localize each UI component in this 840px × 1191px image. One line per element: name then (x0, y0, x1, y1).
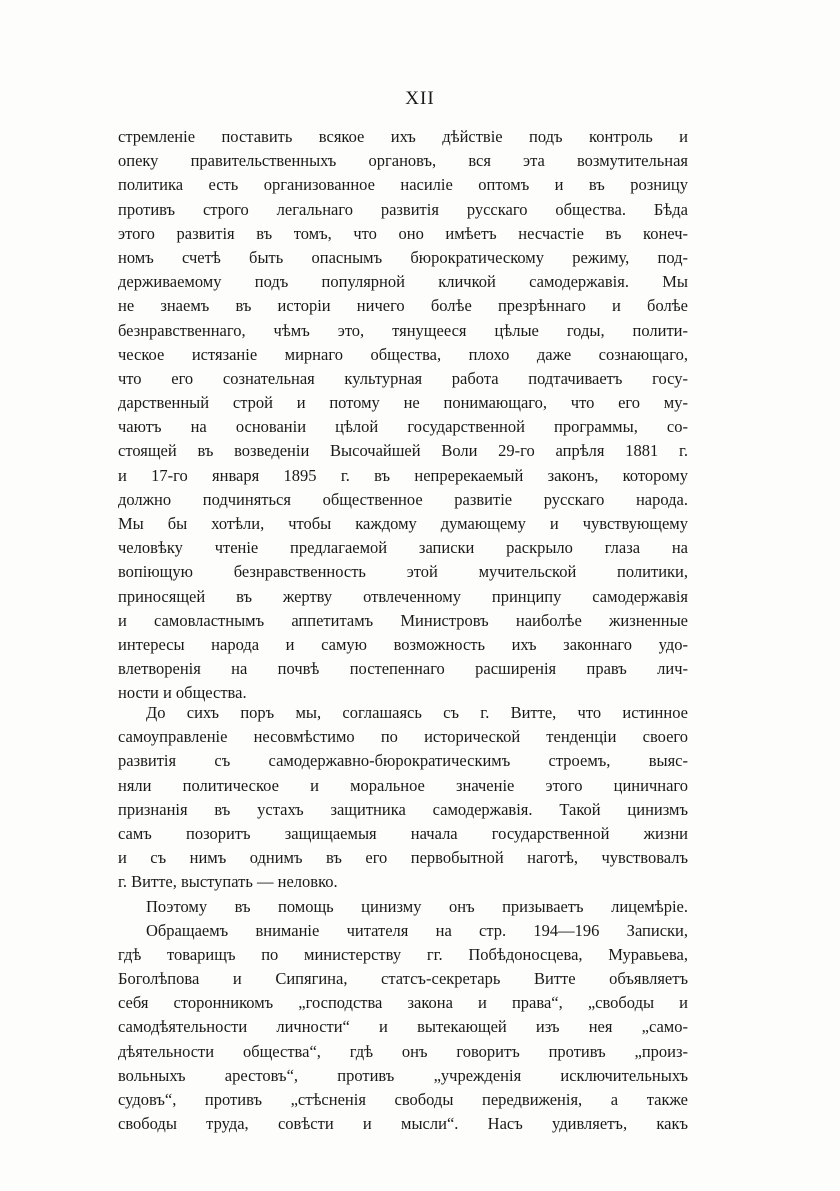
paragraph-1 (118, 125, 688, 706)
text-line: Боголѣпова и Сипягина, статсъ-секретарь Витте объявляетъ (118, 969, 688, 989)
text-line: г. Витте, выступать — неловко. (118, 872, 338, 892)
text-line: опеку правительственныхъ органовъ, вся эта возмутительная (118, 151, 688, 171)
text-line: и 17-го января 1895 г. въ непререкаемый законъ, которому (118, 465, 688, 485)
text-line: не знаемъ въ исторіи ничего болѣе презрѣннаго и болѣе (118, 296, 688, 316)
text-line: ности и общества. (118, 683, 247, 703)
text-line: стоящей въ возведеніи Высочайшей Воли 29-го апрѣля 1881 г. (118, 441, 688, 461)
text-line: свободы труда, совѣсти и мысли“. Насъ удивляетъ, какъ (118, 1114, 688, 1134)
text-line: должно подчиняться общественное развитіе русскаго народа. (118, 489, 688, 509)
text-line: интересы народа и самую возможность ихъ законнаго удо- (118, 634, 688, 654)
text-line: вопіющую безнравственность этой мучительской политики, (118, 562, 688, 582)
text-line: признанія въ устахъ защитника самодержавія. Такой цинизмъ (118, 799, 688, 819)
text-line: стремленіе поставить всякое ихъ дѣйствіе подъ контроль и (118, 127, 688, 146)
text-line: что его сознательная культурная работа подтачиваетъ госу- (118, 368, 688, 388)
text-line: Мы бы хотѣли, чтобы каждому думающему и чувствующему (118, 514, 688, 533)
text-line: вольныхъ арестовъ“, противъ „учрежденія исключительныхъ (118, 1065, 688, 1085)
page-number: XII (405, 88, 435, 109)
text-line: и съ нимъ однимъ въ его первобытной наготѣ, чувствовалъ (118, 848, 688, 868)
text-line: самодѣятельности личности“ и вытекающей изъ нея „само- (118, 1017, 688, 1037)
text-line: противъ строго легальнаго развитія русскаго общества. Бѣда (118, 199, 688, 219)
text-line: судовъ“, противъ „стѣсненія свободы передвиженія, а также (118, 1090, 688, 1109)
text-line: и самовластнымъ аппетитамъ Министровъ наиболѣе жизненные (118, 610, 688, 630)
text-line: влетворенія на почвѣ постепеннаго расширенія правъ лич- (118, 659, 688, 679)
paragraph-2 (118, 701, 688, 1136)
text-line: До сихъ поръ мы, соглашаясь съ г. Витте, что истинное (146, 703, 688, 722)
text-line: политика есть организованное насиліе оптомъ и въ розницу (118, 175, 688, 195)
text-line: этого развитія въ томъ, что оно имѣетъ несчастіе въ конеч- (118, 223, 688, 243)
text-line: себя сторонникомъ „господства закона и права“, „свободы и (118, 993, 688, 1013)
text-line: держиваемому подъ популярной кличкой самодержавія. Мы (118, 272, 688, 292)
text-line: развитія съ самодержавно-бюрократическимъ строемъ, выяс- (118, 751, 688, 771)
text-line: приносящей въ жертву отвлеченному принципу самодержавія (118, 586, 688, 606)
text-line: самоуправленіе несовмѣстимо по исторической тенденціи своего (118, 727, 688, 747)
text-line: ческое истязаніе мирнаго общества, плохо даже сознающаго, (118, 344, 688, 364)
text-line: дѣятельности общества“, гдѣ онъ говоритъ противъ „произ- (118, 1041, 688, 1061)
text-line: номъ счетѣ быть опаснымъ бюрократическому режиму, под- (118, 247, 688, 267)
text-line: гдѣ товарищъ по министерству гг. Побѣдоносцева, Муравьева, (118, 944, 688, 964)
text-line: чаютъ на основаніи цѣлой государственной программы, со- (118, 417, 688, 437)
text-line: человѣку чтеніе предлагаемой записки раскрыло глаза на (118, 538, 688, 558)
text-line: дарственный строй и потому не понимающаго, что его му- (118, 393, 688, 413)
text-line: самъ позоритъ защищаемыя начала государственной жизни (118, 823, 688, 843)
text-line: безнравственнаго, чѣмъ это, тянущееся цѣлые годы, полити- (118, 320, 688, 340)
text-line: няли политическое и моральное значеніе этого циничнаго (118, 775, 688, 795)
text-line: Поэтому въ помощь цинизму онъ призываетъ лицемѣріе. (146, 896, 688, 916)
text-line: Обращаемъ вниманіе читателя на стр. 194—196 Записки, (146, 920, 688, 940)
